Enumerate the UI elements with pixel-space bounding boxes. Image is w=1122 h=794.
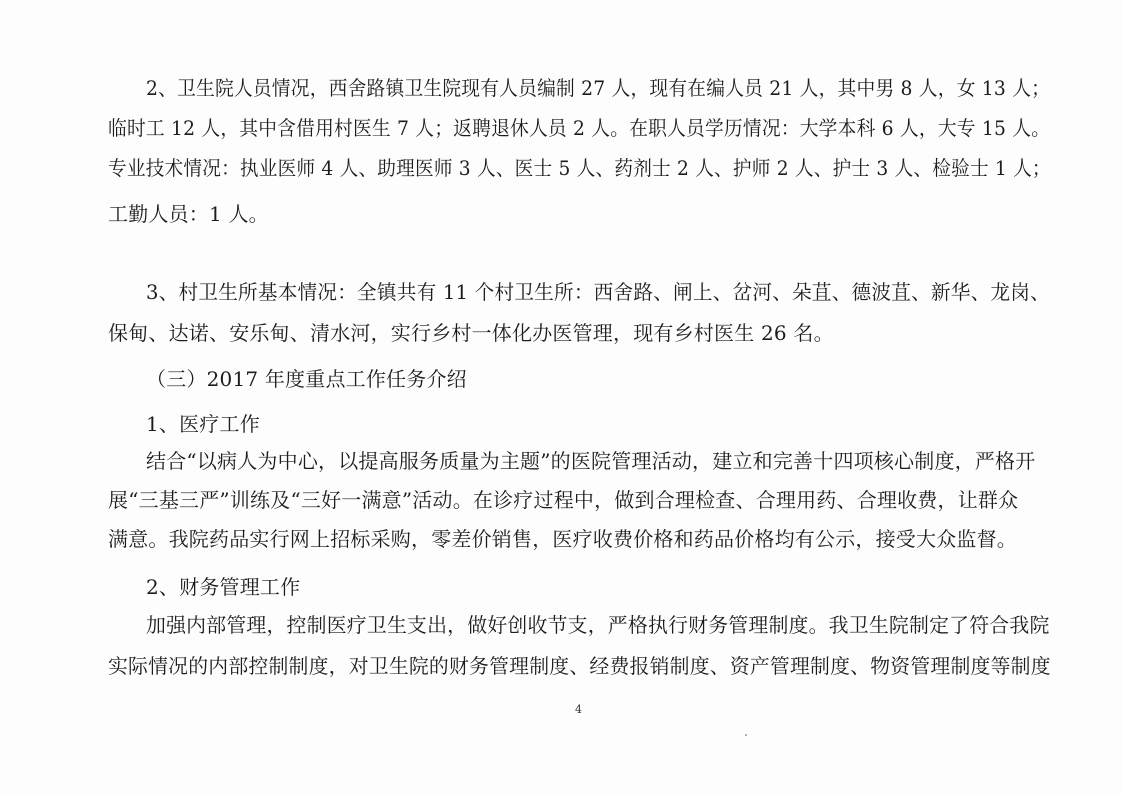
clinics-paragraph-line-2: 保甸、达诺、安乐甸、清水河，实行乡村一体化办医管理，现有乡村医生 26 名。: [108, 321, 834, 345]
finance-work-heading: 2、财务管理工作: [146, 575, 301, 599]
medical-paragraph-line-3: 满意。我院药品实行网上招标采购，零差价销售，医疗收费价格和药品价格均有公示，接受大众监督。: [108, 527, 1017, 551]
staff-paragraph-line-1: 2、卫生院人员情况，西舍路镇卫生院现有人员编制 27 人，现有在编人员 21 人，其中男 8 人，女 13 人；: [146, 76, 1051, 100]
medical-paragraph-line-1: 结合“以病人为中心，以提高服务质量为主题”的医院管理活动，建立和完善十四项核心制度，严格开: [146, 449, 1036, 473]
finance-paragraph-line-2: 实际情况的内部控制制度，对卫生院的财务管理制度、经费报销制度、资产管理制度、物资管理制度等制度: [108, 654, 1051, 678]
medical-paragraph-line-2: 展“三基三严”训练及“三好一满意”活动。在诊疗过程中，做到合理检查、合理用药、合理收费，让群众: [108, 488, 1019, 512]
scan-speck: [745, 734, 747, 736]
page-number: 4: [575, 703, 582, 716]
medical-work-heading: 1、医疗工作: [146, 412, 260, 436]
section-three-heading: （三）2017 年度重点工作任务介绍: [146, 367, 467, 391]
clinics-paragraph-line-1: 3、村卫生所基本情况：全镇共有 11 个村卫生所：西舍路、闸上、岔河、朵苴、德波苴、新华、龙岗、: [146, 280, 1050, 304]
staff-paragraph-line-3: 专业技术情况：执业医师 4 人、助理医师 3 人、医士 5 人、药剂士 2 人、护师 2 人、护士 3 人、检验士 1 人；: [108, 156, 1051, 180]
staff-paragraph-line-4: 工勤人员：1 人。: [108, 202, 269, 226]
finance-paragraph-line-1: 加强内部管理，控制医疗卫生支出，做好创收节支，严格执行财务管理制度。我卫生院制定了符合我院: [146, 613, 1050, 637]
staff-paragraph-line-2: 临时工 12 人，其中含借用村医生 7 人；返聘退休人员 2 人。在职人员学历情况：大学本科 6 人，大专 15 人。: [108, 116, 1051, 140]
